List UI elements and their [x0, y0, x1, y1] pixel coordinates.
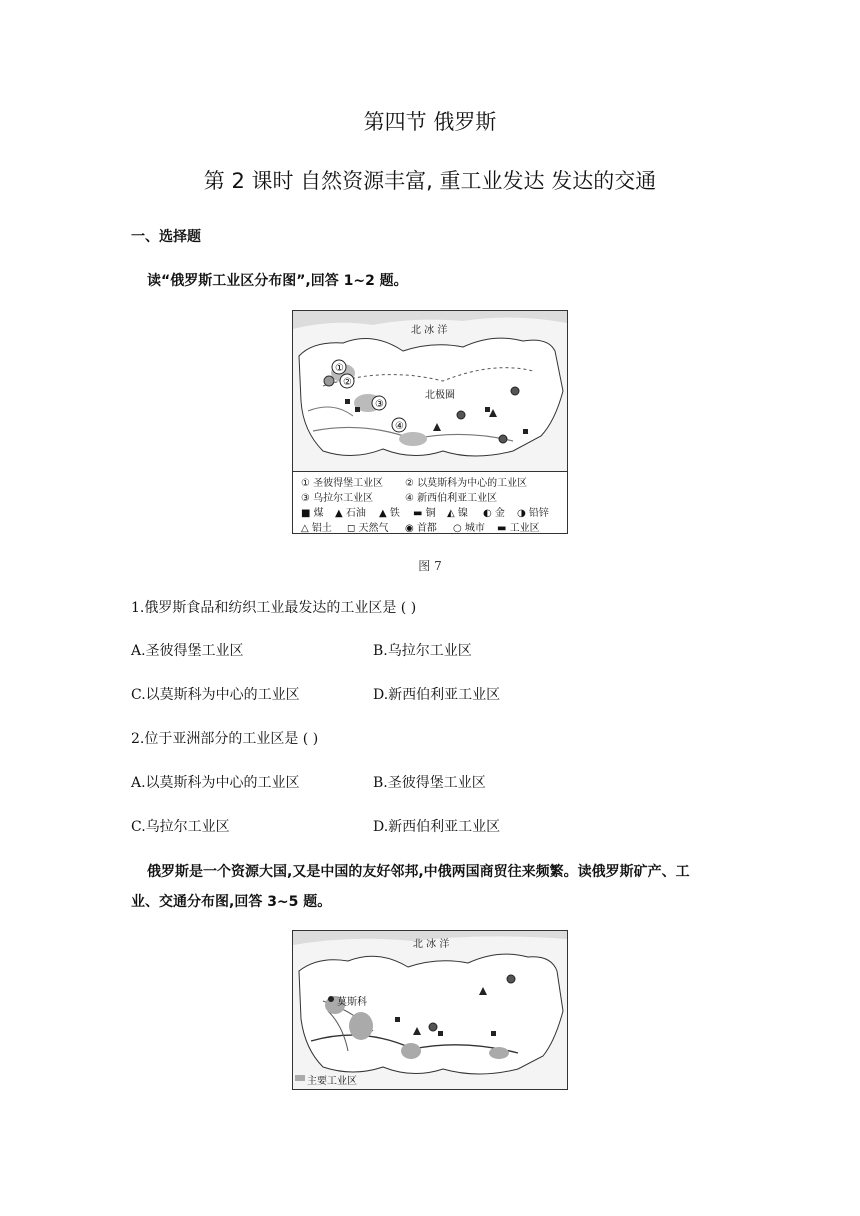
question-1-option-a[interactable]: A.圣彼得堡工业区	[131, 643, 244, 659]
map2-ocean-label: 北 冰 洋	[413, 939, 450, 950]
section-heading: 一、选择题	[131, 229, 201, 245]
russia-resources-transport-map	[292, 930, 568, 1090]
map1-ocean-label: 北 冰 洋	[411, 325, 448, 336]
map1-arctic-circle-label: 北极圈	[425, 390, 455, 401]
svg-text:③: ③	[375, 399, 384, 410]
legend-item: ① 圣彼得堡工业区	[301, 478, 384, 489]
russia-industrial-map	[292, 310, 568, 534]
page-title: 第四节 俄罗斯	[363, 110, 497, 134]
question-2-option-b[interactable]: B.圣彼得堡工业区	[373, 775, 486, 791]
legend-item: ▲ 石油	[335, 508, 366, 519]
legend-item: ◭ 镍	[447, 508, 468, 519]
legend-item: ◑ 铅锌	[517, 508, 549, 519]
question-1-option-b[interactable]: B.乌拉尔工业区	[373, 643, 472, 659]
legend-item: ② 以莫斯科为中心的工业区	[405, 478, 528, 489]
legend-item: △ 铝土	[301, 523, 332, 534]
map1-legend	[293, 471, 567, 534]
question-intro-2-line-1: 俄罗斯是一个资源大国,又是中国的友好邻邦,中俄两国商贸往来频繁。读俄罗斯矿产、工	[147, 864, 690, 880]
legend-item: ◉ 首都	[405, 523, 437, 534]
question-2-option-a[interactable]: A.以莫斯科为中心的工业区	[131, 775, 300, 791]
legend-item: ■ 煤	[301, 508, 324, 519]
legend-item: ▬ 工业区	[497, 523, 540, 534]
legend-item: ○ 城市	[453, 523, 485, 534]
svg-text:④: ④	[395, 421, 404, 432]
legend-item: ▲ 铁	[379, 508, 400, 519]
legend-item: ④ 新西伯利亚工业区	[405, 493, 498, 504]
question-intro-1: 读“俄罗斯工业区分布图”,回答 1~2 题。	[147, 273, 408, 289]
lesson-subtitle: 第 2 课时 自然资源丰富, 重工业发达 发达的交通	[203, 169, 657, 193]
question-2-stem: 2.位于亚洲部分的工业区是 ( )	[131, 731, 319, 747]
svg-text:①: ①	[335, 363, 344, 374]
map2-drawing	[293, 931, 567, 1089]
map2-moscow-label: 莫斯科	[337, 997, 367, 1008]
question-2-option-c[interactable]: C.乌拉尔工业区	[131, 819, 230, 835]
legend-item: ◐ 金	[483, 508, 505, 519]
map2-legend-label: 主要工业区	[307, 1076, 357, 1087]
legend-item: ③ 乌拉尔工业区	[301, 493, 374, 504]
question-1-option-c[interactable]: C.以莫斯科为中心的工业区	[131, 687, 300, 703]
question-1-stem: 1.俄罗斯食品和纺织工业最发达的工业区是 ( )	[131, 600, 417, 616]
figure-caption: 图 7	[418, 559, 442, 573]
legend-item: ◻ 天然气	[347, 523, 389, 534]
question-1-option-d[interactable]: D.新西伯利亚工业区	[373, 687, 501, 703]
svg-text:②: ②	[343, 377, 352, 388]
legend-item: ▬ 铜	[413, 508, 436, 519]
question-2-option-d[interactable]: D.新西伯利亚工业区	[373, 819, 501, 835]
question-intro-2-line-2: 业、交通分布图,回答 3~5 题。	[131, 894, 332, 910]
